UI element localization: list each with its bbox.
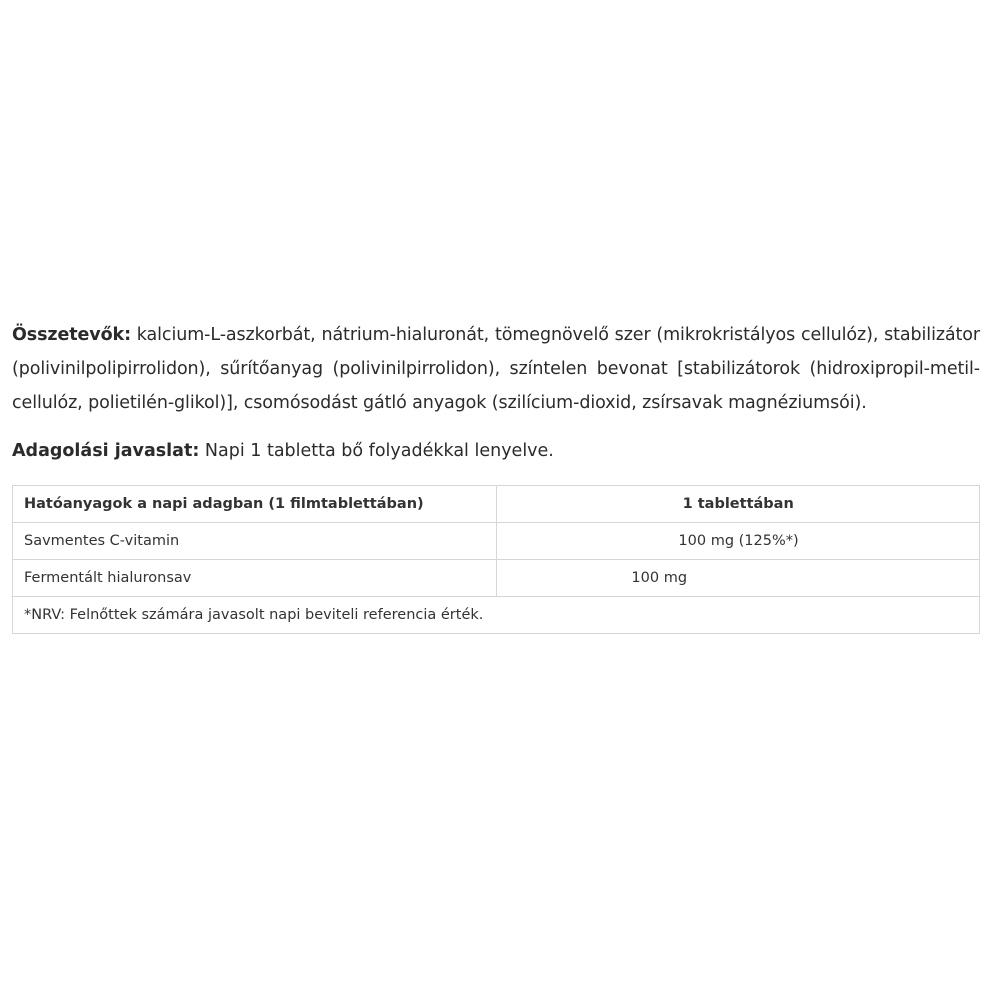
dosage-label: Adagolási javaslat: [12, 441, 200, 461]
ingredient-value: 100 mg (125%*) [678, 533, 799, 549]
table-header-ingredients: Hatóanyagok a napi adagban (1 filmtablettában) [13, 486, 497, 523]
dosage-paragraph [12, 434, 980, 468]
table-header-per-tablet: 1 tablettában [497, 486, 980, 523]
table-row [13, 560, 980, 597]
ingredients-label: Összetevők: [12, 325, 131, 345]
ingredient-value: 100 mg [631, 570, 688, 586]
ingredients-paragraph [12, 318, 980, 420]
ingredient-name: Savmentes C-vitamin [13, 523, 497, 560]
ingredient-value-cell [497, 523, 980, 560]
dosage-text: Napi 1 tabletta bő folyadékkal lenyelve. [199, 441, 554, 461]
ingredient-name: Fermentált hialuronsav [13, 560, 497, 597]
active-ingredients-table [12, 485, 980, 634]
ingredients-text: kalcium-L-aszkorbát, nátrium-hialuronát, tömegnövelő szer (mikrokristályos cellulóz), stabilizátor (polivinilpolipirrolidon), sűrítőanyag (polivinilpirrolidon), színtelen bevonat [stabilizátorok (hidroxipropil-metil-cellulóz, polietilén-glikol)], csomósodást gátló anyagok (szilícium-dioxid, zsírsavak magnéziumsói). [12, 325, 980, 413]
table-header-row [13, 486, 980, 523]
table-footnote-row [13, 597, 980, 634]
nrv-footnote: *NRV: Felnőttek számára javasolt napi beviteli referencia érték. [13, 597, 980, 634]
table-row [13, 523, 980, 560]
ingredient-value-cell [497, 560, 980, 597]
product-info [12, 318, 980, 634]
